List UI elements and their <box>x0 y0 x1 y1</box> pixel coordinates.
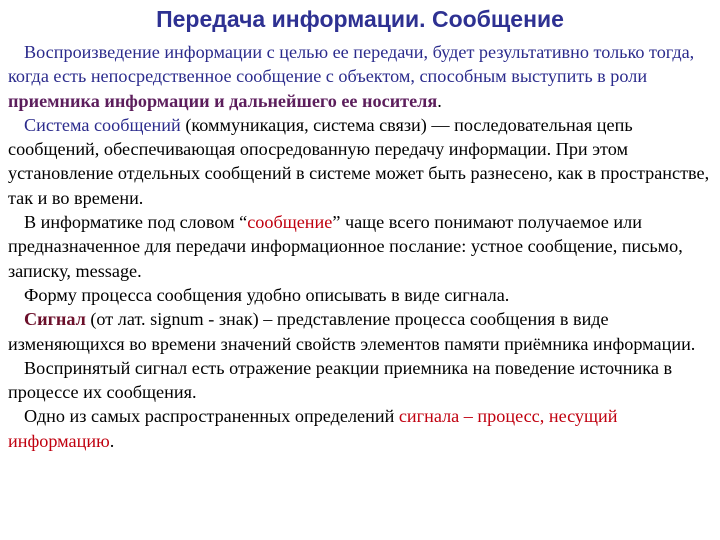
slide-body <box>8 40 716 453</box>
term-message: сообщение <box>247 212 333 233</box>
paragraph-3 <box>8 210 716 283</box>
paragraph-7 <box>8 404 716 453</box>
text-run: . <box>437 90 442 111</box>
text-run: (от лат. signum - знак) – представление процесса сообщения в виде изменяющихся во времени значений свойств элементов памяти приёмника информации. <box>8 309 696 354</box>
text-run: Воспроизведение информации с целью ее передачи, будет результативно только тогда, когда есть непосредственное сообщение с объектом, способным выступить в роли <box>8 42 695 87</box>
highlight-receiver-carrier: приемника информации и дальнейшего ее носителя <box>8 90 438 111</box>
paragraph-2 <box>8 113 716 210</box>
paragraph-6 <box>8 356 716 405</box>
text-run: (коммуникация, система связи) — последовательная цепь сообщений, обеспечивающая опосредованную передачу информации. При этом установление отдельных сообщений в системе может быть разнесено, как в пространстве, так и во времени. <box>8 114 710 208</box>
text-run: ” чаще всего понимают получаемое или предназначенное для передачи информационное послание: устное сообщение, письмо, записку, message. <box>8 212 683 281</box>
text-run: Форму процесса сообщения удобно описывать в виде сигнала. <box>24 284 510 305</box>
paragraph-1 <box>8 40 716 113</box>
text-run: Одно из самых распространенных определений <box>24 406 399 427</box>
term-signal: Сигнал <box>24 309 86 330</box>
slide-title: Передача информации. Сообщение <box>156 6 564 32</box>
signal-definition: сигнала – процесс, несущий информацию <box>8 406 618 451</box>
text-run: . <box>109 430 115 451</box>
paragraph-4 <box>8 283 716 307</box>
paragraph-5 <box>8 307 716 356</box>
text-run: В информатике под словом “ <box>24 212 248 233</box>
term-message-system: Система сообщений <box>24 114 181 135</box>
text-run: Воспринятый сигнал есть отражение реакции приемника на поведение источника в процессе их сообщения. <box>8 357 673 403</box>
